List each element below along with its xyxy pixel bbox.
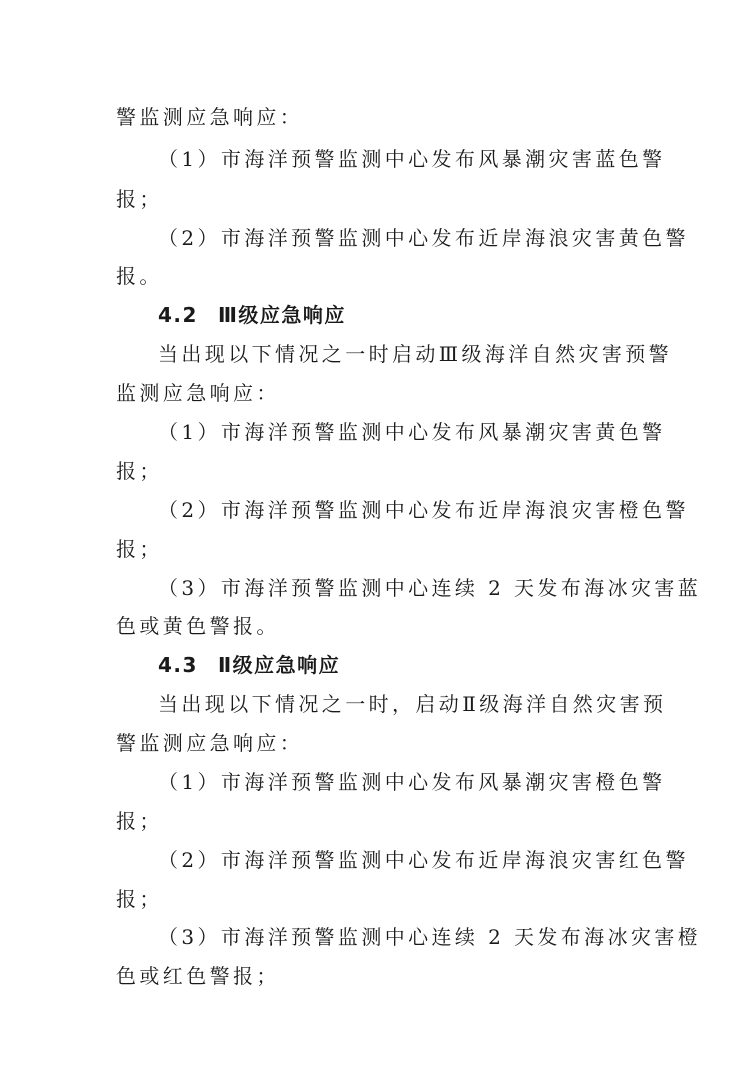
section-number: 4.2: [158, 303, 198, 327]
section-heading-4-3: [158, 651, 340, 679]
paragraph-line: 色或黄色警报。: [116, 614, 280, 638]
section-number: 4.3: [158, 653, 198, 677]
list-item: （1）市海洋预警监测中心发布风暴潮灾害蓝色警: [158, 147, 666, 171]
list-item: （3）市海洋预警监测中心连续 2 天发布海冰灾害蓝: [158, 576, 702, 600]
section-heading-4-2: [158, 301, 346, 329]
paragraph-line: 当出现以下情况之一时，启动Ⅱ级海洋自然灾害预: [158, 692, 667, 716]
section-title: Ⅱ级应急响应: [218, 653, 341, 677]
section-title: Ⅲ级应急响应: [218, 303, 346, 327]
paragraph-line: 监测应急响应：: [116, 381, 280, 405]
list-item: （2）市海洋预警监测中心发布近岸海浪灾害黄色警: [158, 226, 689, 250]
list-item: （1）市海洋预警监测中心发布风暴潮灾害橙色警: [158, 770, 666, 794]
paragraph-line: 报；: [116, 459, 163, 483]
paragraph-line: 警监测应急响应：: [116, 105, 304, 129]
paragraph-line: 色或红色警报；: [116, 964, 280, 988]
list-item: （1）市海洋预警监测中心发布风暴潮灾害黄色警: [158, 420, 666, 444]
paragraph-line: 报；: [116, 187, 163, 211]
paragraph-line: 报；: [116, 809, 163, 833]
list-item: （2）市海洋预警监测中心发布近岸海浪灾害橙色警: [158, 498, 689, 522]
paragraph-line: 当出现以下情况之一时启动Ⅲ级海洋自然灾害预警: [158, 342, 673, 366]
paragraph-line: 报；: [116, 887, 163, 911]
paragraph-line: 警监测应急响应：: [116, 731, 304, 755]
paragraph-line: 报。: [116, 264, 163, 288]
list-item: （2）市海洋预警监测中心发布近岸海浪灾害红色警: [158, 848, 689, 872]
list-item: （3）市海洋预警监测中心连续 2 天发布海冰灾害橙: [158, 925, 702, 949]
paragraph-line: 报；: [116, 537, 163, 561]
